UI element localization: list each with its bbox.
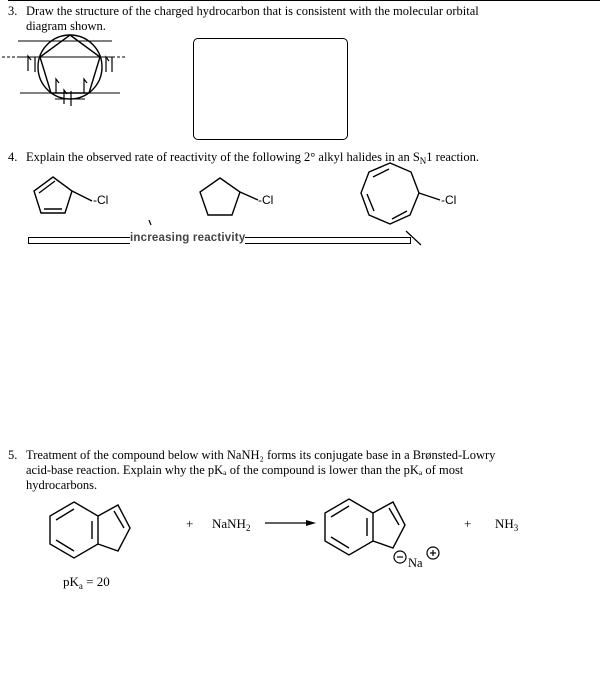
- q3-text-line1: Draw the structure of the charged hydrocarbon that is consistent with the molecular orbital: [26, 4, 479, 18]
- reagent-label: [212, 517, 250, 535]
- pka-value: = 20: [82, 574, 110, 589]
- q5-text-line1: Treatment of the compound below with NaNH₂ forms its conjugate base in a Brønsted-Lowry: [26, 448, 496, 462]
- reaction-arrow-head: [306, 520, 316, 526]
- q4-text-suffix: 1 reaction.: [426, 150, 480, 164]
- reactivity-arrow-label: increasing reactivity: [130, 232, 246, 244]
- indenyl-benzene-ring: [325, 499, 373, 555]
- indene-benzene-ring: [50, 502, 98, 558]
- q3-text-line2: diagram shown.: [26, 19, 106, 33]
- q5-number: 5.: [8, 448, 18, 462]
- pka-subscript: a: [78, 581, 83, 591]
- plus-sign-2: +: [464, 516, 472, 531]
- pka-prefix: pK: [63, 574, 79, 589]
- product-subscript: 3: [513, 523, 519, 533]
- product-label: [495, 517, 518, 535]
- q4-number: 4.: [8, 150, 18, 164]
- product-name: NH: [495, 516, 514, 531]
- cl-label-3: -Cl: [441, 193, 457, 207]
- cl-label-2: -Cl: [258, 193, 274, 207]
- q5-text-line2: acid-base reaction. Explain why the pKₐ of the compound is lower than the pKₐ of most: [26, 463, 464, 477]
- q4-text-sub: N: [419, 156, 427, 166]
- plus-sign-1: +: [186, 516, 194, 531]
- pka-label: [63, 575, 110, 593]
- q3-number: 3.: [8, 4, 18, 18]
- reagent-subscript: 2: [245, 523, 251, 533]
- cl-label-1: -Cl: [93, 193, 109, 207]
- sodium-label: Na: [408, 556, 423, 570]
- q4-text-prefix: Explain the observed rate of reactivity of the following 2° alkyl halides in an S: [26, 150, 420, 164]
- q5-text-line3: hydrocarbons.: [26, 478, 98, 492]
- reagent-name: NaNH: [212, 516, 246, 531]
